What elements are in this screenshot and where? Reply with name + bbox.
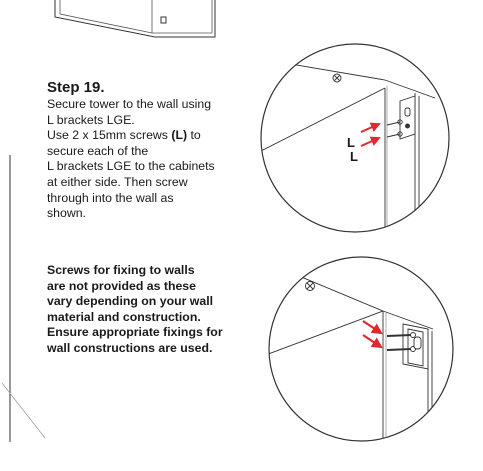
cabinet-illustration-top bbox=[0, 0, 483, 40]
note-line: are not provided as these bbox=[47, 278, 196, 293]
note-line: Screws for fixing to walls bbox=[47, 263, 195, 277]
cross-screw-icon bbox=[333, 74, 341, 82]
instruction-line: shown. bbox=[47, 206, 86, 221]
screw-code: (L) bbox=[171, 128, 188, 143]
instruction-line: through into the wall as bbox=[47, 190, 174, 205]
instruction-line: Use 2 x 15mm screws (L) to bbox=[47, 128, 201, 143]
note-line: Ensure appropriate fixings for bbox=[47, 325, 223, 340]
instruction-line: Secure tower to the wall using bbox=[47, 97, 212, 111]
detail-circle-bottom bbox=[263, 251, 459, 447]
note-line: material and construction. bbox=[47, 309, 201, 324]
instruction-line: L brackets LGE to the cabinets bbox=[47, 159, 215, 174]
instruction-line: secure each of the bbox=[47, 143, 149, 158]
instruction-line: L brackets LGE. bbox=[47, 112, 135, 127]
instruction-line: at either side. Then screw bbox=[47, 174, 188, 189]
screw-label: L bbox=[350, 149, 358, 164]
note-line: vary depending on your wall bbox=[47, 294, 214, 309]
detail-circle-top bbox=[255, 38, 455, 238]
note-line: wall constructions are used. bbox=[47, 340, 213, 355]
step-heading: Step 19. bbox=[47, 79, 105, 96]
cross-screw-icon bbox=[306, 282, 315, 291]
screw-label: L bbox=[347, 135, 355, 150]
hinge-icon bbox=[161, 17, 166, 23]
step-instructions bbox=[47, 97, 247, 222]
wall-fixing-note bbox=[47, 263, 252, 357]
